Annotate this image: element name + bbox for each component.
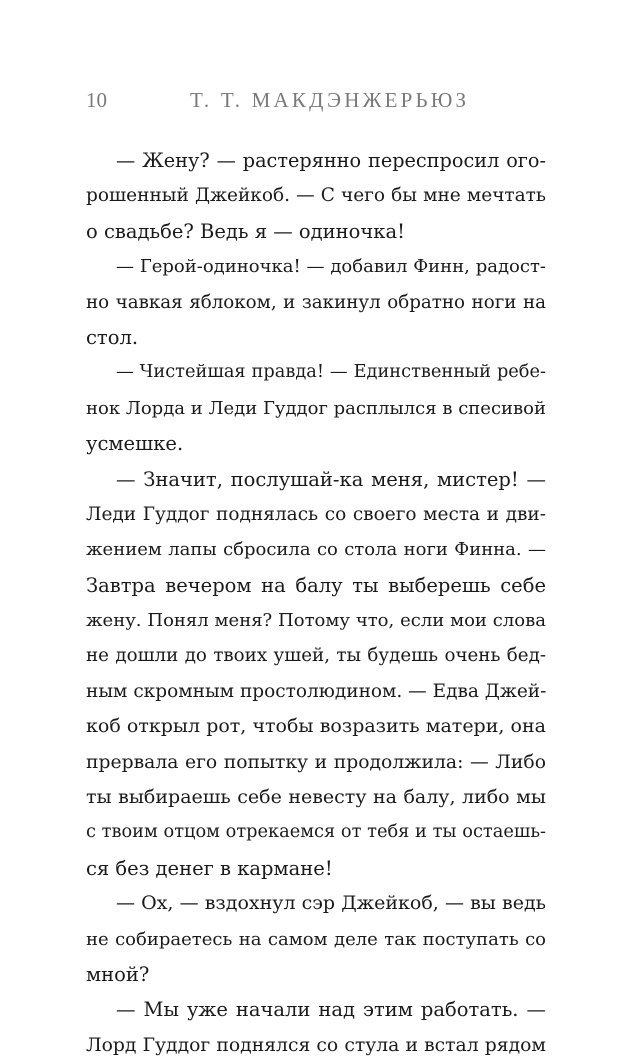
text-line: жену. Понял меня? Потому что, если мои слова <box>86 610 546 632</box>
running-head-author: Т. Т. МАКДЭНЖЕРЬЮЗ <box>190 88 470 112</box>
text-line: Леди Гуддог поднялась со своего места и дви- <box>86 503 546 525</box>
text-line: но чавкая яблоком, и закинул обратно ноги на <box>86 291 546 313</box>
page-number: 10 <box>86 88 107 112</box>
text-line: — Чистейшая правда! — Единственный ребе- <box>116 362 546 383</box>
text-line: ся без денег в кармане! <box>86 856 333 880</box>
page-header <box>86 88 546 118</box>
text-line: — Мы уже начали над этим работать. — <box>116 998 546 1022</box>
text-line: мной? <box>86 962 150 986</box>
text-line: о свадьбе? Ведь я — одиночка! <box>86 219 405 243</box>
text-line: не собираетесь на самом деле так поступать со <box>86 928 546 950</box>
text-line: ты выбираешь себе невесту на балу, либо мы <box>86 786 546 809</box>
text-line: Лорд Гуддог поднялся со стула и встал рядом <box>86 1034 546 1056</box>
text-line: прервала его попытку и продолжила: — Либо <box>86 751 546 773</box>
text-line: Завтра вечером на балу ты выберешь себе <box>86 573 546 597</box>
body-text <box>86 143 546 1063</box>
text-line: — Герой-одиночка! — добавил Финн, радост- <box>116 256 546 278</box>
text-line: жением лапы сбросила со стола ноги Финна. — <box>86 539 546 561</box>
text-line: стол. <box>86 325 139 349</box>
text-line: усмешке. <box>86 432 184 456</box>
text-line: ным скромным простолюдином. — Едва Джей- <box>86 680 547 702</box>
text-line: — Жену? — растерянно переспросил ого- <box>116 149 546 172</box>
text-line: рошенный Джейкоб. — С чего бы мне мечтать <box>86 185 546 207</box>
text-line: с твоим отцом отрекаемся от тебя и ты остаешь- <box>86 822 546 843</box>
text-line: — Значит, послушай-ка меня, мистер! — <box>116 467 546 491</box>
text-line: — Ох, — вздохнул сэр Джейкоб, — вы ведь <box>116 892 546 915</box>
text-line: нок Лорда и Леди Гуддог расплылся в спесивой <box>86 397 546 419</box>
text-line: коб открыл рот, чтобы возразить матери, она <box>86 715 546 738</box>
text-line: не дошли до твоих ушей, ты будешь очень бед- <box>86 645 546 667</box>
